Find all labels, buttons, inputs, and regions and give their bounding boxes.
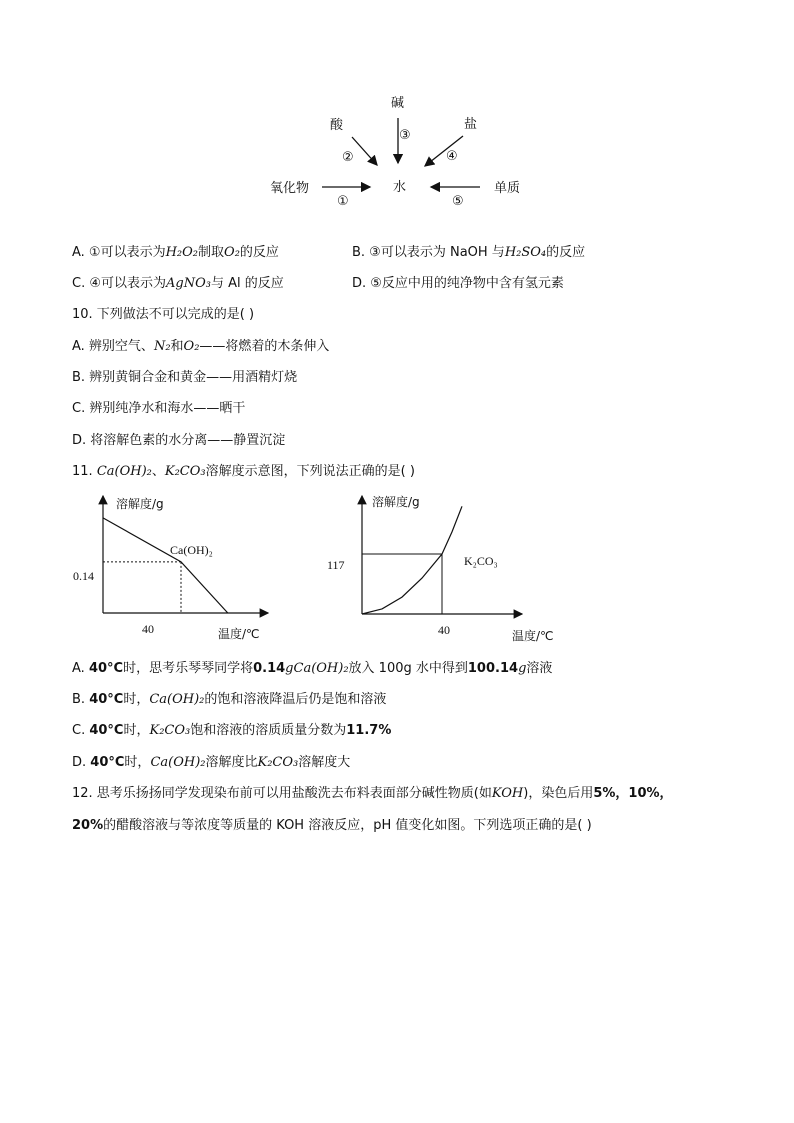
q11-option-c: C. 40°C时，K₂CO₃饱和溶液的溶质质量分数为11.7% — [72, 723, 392, 738]
q10-option-a: A. 辨别空气、N₂和O₂——将燃着的木条伸入 — [72, 339, 330, 354]
x-tick-40: 40 — [438, 623, 450, 637]
xlabel: 温度/℃ — [512, 629, 554, 643]
reaction-diagram — [0, 0, 794, 230]
q9-option-b: B. ③可以表示为 NaOH 与H₂SO₄的反应 — [352, 245, 586, 260]
y-tick-014: 0.14 — [73, 569, 94, 583]
q10-option-d: D. 将溶解色素的水分离——静置沉淀 — [72, 433, 286, 448]
series-line — [103, 518, 228, 613]
num-5: ⑤ — [452, 194, 464, 209]
q11-option-d: D. 40°C时，Ca(OH)₂溶解度比K₂CO₃溶解度大 — [72, 755, 351, 770]
ylabel: 溶解度/g — [372, 495, 420, 509]
xlabel: 温度/℃ — [218, 627, 260, 641]
chart-marks — [103, 518, 228, 613]
q11-option-b: B. 40°C时，Ca(OH)₂的饱和溶液降温后仍是饱和溶液 — [72, 692, 387, 707]
label-water: 水 — [393, 180, 407, 195]
series-line — [362, 506, 462, 614]
chart-k2co3 — [322, 488, 582, 648]
q10-stem: 10. 下列做法不可以完成的是( ) — [72, 307, 255, 322]
q10-option-c: C. 辨别纯净水和海水——晒干 — [72, 401, 246, 416]
label-base: 碱 — [391, 96, 405, 111]
label-salt: 盐 — [464, 117, 478, 132]
q12-stem-line2: 20%的醋酸溶液与等浓度等质量的 KOH 溶液反应，pH 值变化如图。下列选项正确的是( ) — [72, 818, 592, 833]
num-4: ④ — [446, 149, 458, 164]
arrow-acid — [352, 137, 377, 165]
q9-option-c: C. ④可以表示为AgNO₃与 Al 的反应 — [72, 276, 284, 291]
label-element: 单质 — [494, 181, 521, 196]
label-oxide: 氧化物 — [270, 181, 310, 196]
chart-caoh2 — [68, 488, 308, 648]
chart-marks — [362, 506, 462, 614]
series-label: K₂CO₃ — [464, 554, 498, 568]
num-1: ① — [337, 194, 349, 209]
num-3: ③ — [399, 128, 411, 143]
ylabel: 溶解度/g — [116, 497, 164, 511]
q11-stem: 11. Ca(OH)₂、K₂CO₃溶解度示意图，下列说法正确的是( ) — [72, 464, 415, 479]
q9-option-a: A. ①可以表示为H₂O₂制取O₂的反应 — [72, 245, 279, 260]
q11-option-a: A. 40°C时，思考乐琴琴同学将0.14gCa(OH)₂放入 100g 水中得到100.14g溶液 — [72, 661, 553, 676]
series-label: Ca(OH)₂ — [170, 543, 213, 557]
label-acid: 酸 — [330, 118, 344, 133]
q10-option-b: B. 辨别黄铜合金和黄金——用酒精灯烧 — [72, 370, 298, 385]
q12-stem-line1: 12. 思考乐扬扬同学发现染布前可以用盐酸洗去布料表面部分碱性物质(如KOH)，染色后用5%，10%， — [72, 786, 673, 801]
y-tick-117: 117 — [327, 558, 345, 572]
q9-option-d: D. ⑤反应中用的纯净物中含有氢元素 — [352, 276, 564, 291]
x-tick-40: 40 — [142, 622, 154, 636]
num-2: ② — [342, 150, 354, 165]
